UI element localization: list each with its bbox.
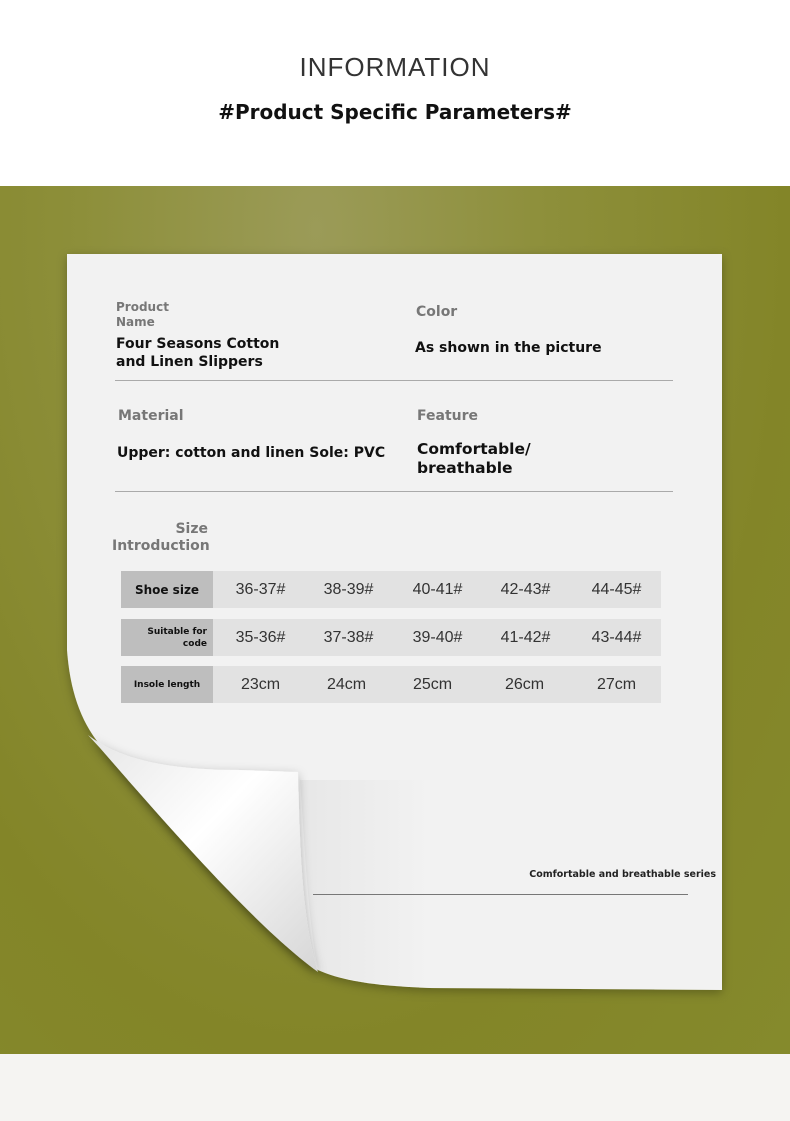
table-cell: 36-37# bbox=[235, 580, 286, 598]
material-value: Upper: cotton and linen Sole: PVC bbox=[117, 445, 386, 461]
feature-label: Feature bbox=[417, 408, 478, 424]
table-cell: 42-43# bbox=[500, 580, 551, 598]
page-subtitle: #Product Specific Parameters# bbox=[218, 100, 572, 124]
table-cell: 26cm bbox=[504, 675, 545, 693]
series-underline bbox=[313, 894, 688, 895]
divider-1 bbox=[115, 380, 673, 381]
row-label: Suitable for code bbox=[147, 626, 207, 649]
table-cell: 24cm bbox=[326, 675, 367, 693]
table-cell: 44-45# bbox=[591, 580, 642, 598]
product-name-label: Product Name bbox=[116, 300, 169, 329]
size-table-title: Size Introduction bbox=[112, 521, 210, 554]
size-row-insole-length bbox=[121, 666, 661, 703]
material-label: Material bbox=[118, 408, 184, 424]
table-cell: 37-38# bbox=[323, 628, 374, 646]
table-cell: 43-44# bbox=[591, 628, 642, 646]
series-label: Comfortable and breathable series bbox=[529, 869, 716, 880]
table-cell: 38-39# bbox=[323, 580, 374, 598]
table-cell: 27cm bbox=[596, 675, 637, 693]
product-name-value: Four Seasons Cotton and Linen Slippers bbox=[116, 336, 280, 370]
row-label: Insole length bbox=[121, 666, 213, 703]
size-row-suitable-code bbox=[121, 619, 661, 656]
row-label: Shoe size bbox=[121, 571, 213, 608]
color-value: As shown in the picture bbox=[415, 340, 602, 356]
table-cell: 25cm bbox=[412, 675, 453, 693]
table-cell: 41-42# bbox=[500, 628, 551, 646]
divider-2 bbox=[115, 491, 673, 492]
table-cell: 23cm bbox=[240, 675, 281, 693]
table-cell: 40-41# bbox=[412, 580, 463, 598]
color-label: Color bbox=[416, 304, 458, 320]
feature-value: Comfortable/ breathable bbox=[417, 440, 531, 477]
table-cell: 35-36# bbox=[235, 628, 286, 646]
page-title: INFORMATION bbox=[299, 52, 491, 82]
table-cell: 39-40# bbox=[412, 628, 463, 646]
size-row-shoe-size bbox=[121, 571, 661, 608]
